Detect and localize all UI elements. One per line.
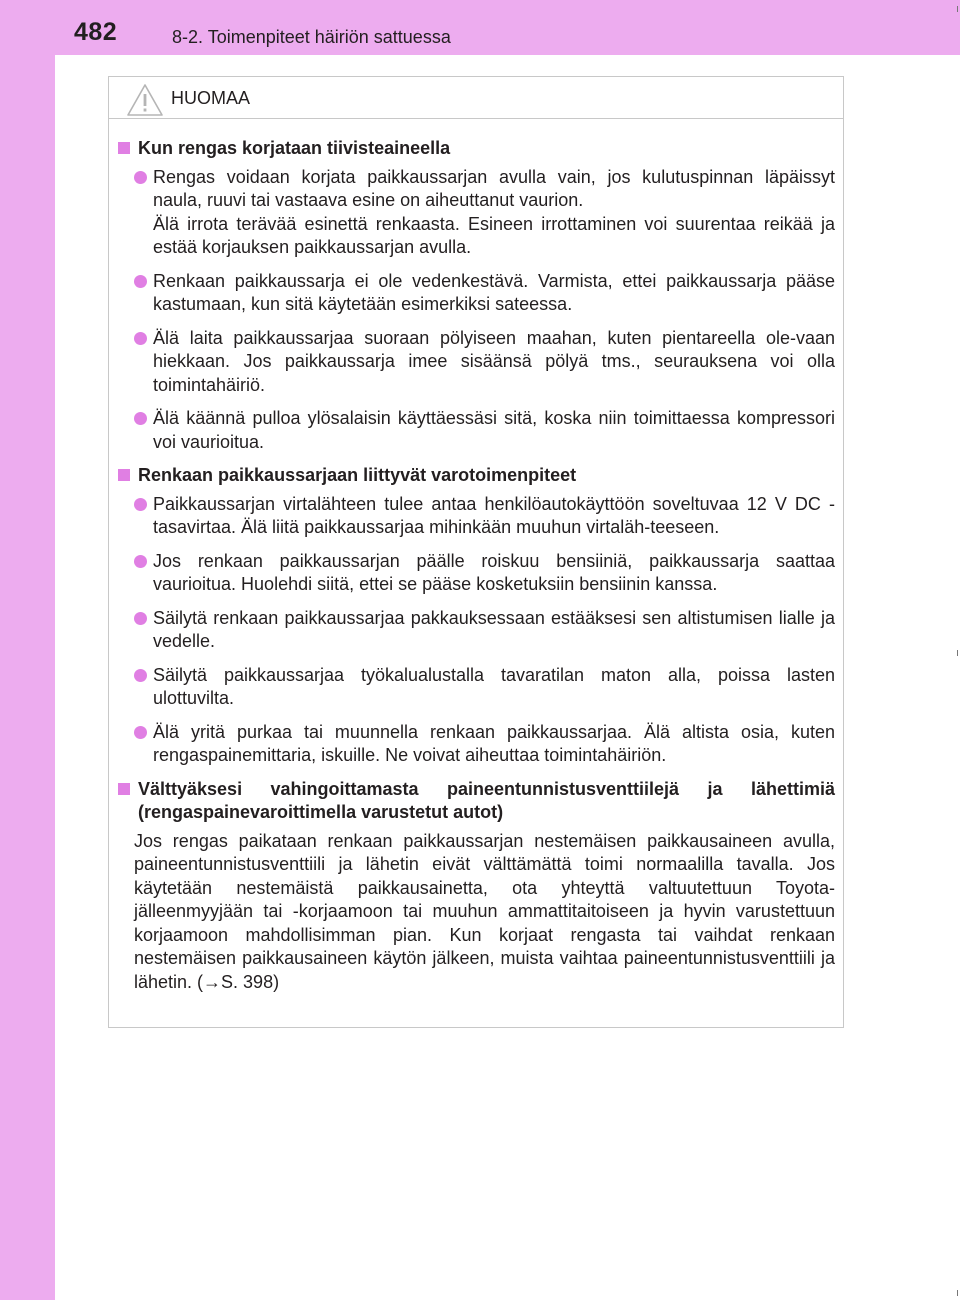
- round-bullet-icon: [134, 171, 147, 184]
- round-bullet-icon: [134, 275, 147, 288]
- list-item: [117, 721, 835, 768]
- list-item: [117, 166, 835, 260]
- list-item: [117, 493, 835, 540]
- square-bullet-icon: [118, 469, 130, 481]
- section-title: Kun rengas korjataan tiivisteaineella: [117, 137, 835, 161]
- round-bullet-icon: [134, 498, 147, 511]
- list-item: [117, 407, 835, 454]
- crop-mark: [957, 1290, 958, 1296]
- warning-triangle-icon: [126, 83, 164, 117]
- paragraph: Säilytä paikkaussarjaa työkalualustalla tavaratilan maton alla, poissa lasten ulottuvilta.: [153, 664, 835, 708]
- paragraph: Älä yritä purkaa tai muunnella renkaan paikkaussarjaa. Älä altista osia, kuten rengaspainemittaria, iskuille. Ne voivat aiheuttaa toimintahäiriön.: [153, 721, 835, 765]
- paragraph: Rengas voidaan korjata paikkaussarjan avulla vain, jos kulutuspinnan läpäissyt naula, ruuvi tai vastaava esine on aiheuttanut vaurion.: [153, 166, 835, 210]
- round-bullet-icon: [134, 555, 147, 568]
- side-color-band: [0, 0, 55, 1300]
- round-bullet-icon: [134, 412, 147, 425]
- crop-mark: [957, 650, 958, 656]
- list-item: [117, 550, 835, 597]
- paragraph: Renkaan paikkaussarja ei ole vedenkestävä. Varmista, ettei paikkaussarja pääse kastumaan, kun sitä käytetään esimerkiksi sateessa.: [153, 270, 835, 314]
- page-number: 482: [74, 18, 118, 46]
- list-item: [117, 327, 835, 398]
- list-item: [117, 270, 835, 317]
- paragraph: Jos renkaan paikkaussarjan päälle roiskuu bensiiniä, paikkaussarja saattaa vaurioitua. Huolehdi siitä, ettei se pääse kosketuksiin bensiinin kanssa.: [153, 550, 835, 594]
- paragraph: Säilytä renkaan paikkaussarjaa pakkauksessaan estääksesi sen altistumisen lialle ja vedelle.: [153, 607, 835, 651]
- round-bullet-icon: [134, 612, 147, 625]
- list-item: [117, 664, 835, 711]
- paragraph: Paikkaussarjan virtalähteen tulee antaa henkilöautokäyttöön soveltuvaa 12 V DC -tasavirtaa. Älä liitä paikkaussarjaa mihinkään muuhun virtaläh-teeseen.: [153, 493, 835, 537]
- round-bullet-icon: [134, 332, 147, 345]
- round-bullet-icon: [134, 726, 147, 739]
- paragraph: Jos rengas paikataan renkaan paikkaussarjan nestemäisen paikkausaineen avulla, paineentunnistusventtiili ja lähetin eivät välttämättä toimi normaalilla tavalla. Jos käytetään nestemäistä paikkausainetta, ota yhteyttä valtuutettuun Toyota-jälleenmyyjään tai -korjaamoon tai muuhun ammattitaitoiseen ja hyvin varustettuun korjaamoon mahdollisimman pian. Kun korjaat rengasta tai vaihdat renkaan nestemäisen paikkausaineen käytön jälkeen, muista vaihtaa paineentunnistusventtiili ja lähetin. (→S. 398): [134, 830, 835, 992]
- notice-body: [109, 119, 843, 994]
- section-title: Renkaan paikkaussarjaan liittyvät varotoimenpiteet: [117, 464, 835, 488]
- notice-header: [109, 77, 843, 119]
- list-item: [117, 607, 835, 654]
- round-bullet-icon: [134, 669, 147, 682]
- notice-title: HUOMAA: [171, 88, 251, 108]
- notice-box: [108, 76, 844, 1028]
- paragraph: Älä laita paikkaussarjaa suoraan pölyiseen maahan, kuten pientareella ole-vaan hiekkaan. Jos paikkaussarja imee sisäänsä pölyä tms., seurauksena voi olla toimintahäiriö.: [153, 327, 835, 395]
- crop-mark: [957, 6, 958, 12]
- chapter-title: 8-2. Toimenpiteet häiriön sattuessa: [172, 27, 451, 47]
- section-title: Välttyäksesi vahingoittamasta paineentunnistusventtiilejä ja lähettimiä (rengaspainevaroittimella varustetut autot): [117, 778, 835, 825]
- square-bullet-icon: [118, 142, 130, 154]
- paragraph: Älä käännä pulloa ylösalaisin käyttäessäsi sitä, koska niin toimittaessa kompressori voi vaurioitua.: [153, 408, 835, 452]
- paragraph: Älä irrota terävää esinettä renkaasta. Esineen irrottaminen voi suurentaa reikää ja estää korjauksen paikkaussarjan avulla.: [153, 213, 835, 257]
- square-bullet-icon: [118, 783, 130, 795]
